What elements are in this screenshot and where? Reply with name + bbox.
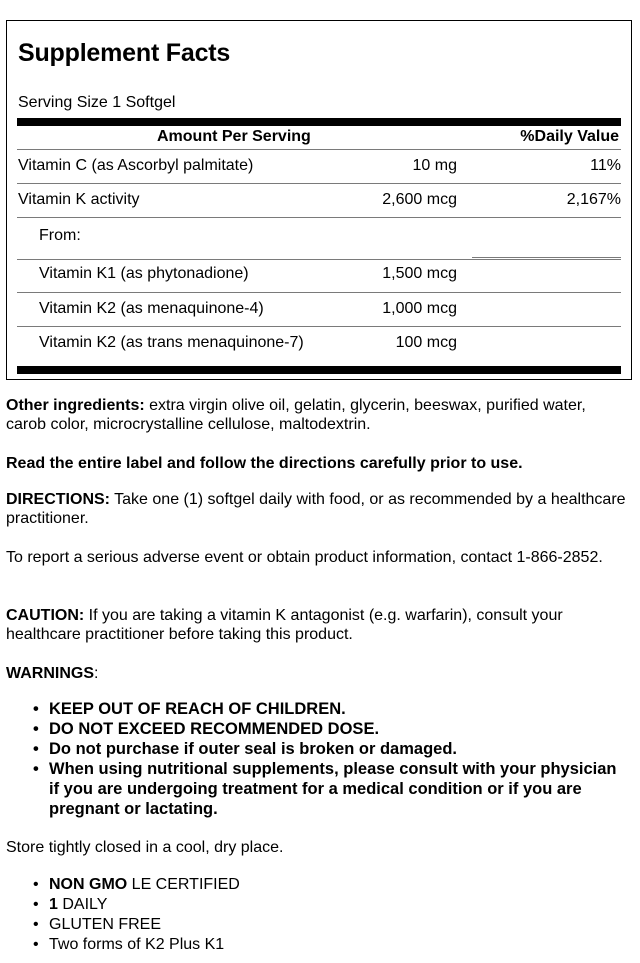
directions [6, 490, 626, 528]
nutrient-amount: 1,000 mcg [382, 300, 457, 317]
nutrient-row [17, 326, 621, 360]
facts-title: Supplement Facts [18, 39, 231, 67]
caution-label: CAUTION: [6, 607, 85, 624]
list-item: • KEEP OUT OF REACH OF CHILDREN. [6, 699, 626, 719]
nutrient-daily-value: 2,167% [566, 191, 621, 208]
nutrient-amount: 10 mg [412, 157, 457, 174]
feature-text: LE CERTIFIED [127, 876, 240, 893]
list-item: • When using nutritional supplements, please consult with your physician if you are undergoing treatment for a medical condition or if you are pregnant or lactating. [6, 759, 626, 819]
row-divider [17, 217, 621, 218]
other-ingredients [6, 396, 626, 434]
list-item: • Do not purchase if outer seal is broken or damaged. [6, 739, 626, 759]
nutrient-row [17, 257, 621, 291]
list-item [6, 915, 626, 935]
nutrient-name: From: [39, 227, 81, 244]
warnings-heading [6, 664, 626, 683]
amount-per-serving-header: Amount Per Serving [157, 128, 311, 145]
nutrient-name: Vitamin K2 (as trans menaquinone-7) [39, 334, 304, 351]
warnings-label: WARNINGS [6, 665, 94, 682]
nutrient-name: Vitamin C (as Ascorbyl palmitate) [18, 157, 254, 174]
directions-text: Take one (1) softgel daily with food, or as recommended by a healthcare practitioner. [6, 491, 626, 527]
nutrient-row [17, 183, 621, 217]
list-item [6, 895, 626, 915]
daily-value-header: %Daily Value [520, 128, 619, 145]
storage-instructions: Store tightly closed in a cool, dry place. [6, 839, 284, 856]
directions-label: DIRECTIONS: [6, 491, 110, 508]
nutrient-amount: 100 mcg [395, 334, 457, 351]
read-label-notice: Read the entire label and follow the directions carefully prior to use. [6, 455, 523, 472]
other-ingredients-text: extra virgin olive oil, gelatin, glycerin, beeswax, purified water, carob color, microcrystalline cellulose, maltodextrin. [6, 397, 586, 433]
feature-bold: NON GMO [49, 876, 128, 893]
feature-bold: 1 [49, 896, 58, 913]
nutrient-name: Vitamin K2 (as menaquinone-4) [39, 300, 264, 317]
nutrient-row [17, 149, 621, 183]
list-item: • DO NOT EXCEED RECOMMENDED DOSE. [6, 719, 626, 739]
thick-divider [17, 366, 621, 374]
list-item [6, 935, 626, 955]
supplement-facts-panel [6, 20, 632, 380]
caution [6, 606, 626, 644]
feature-text: DAILY [57, 896, 108, 913]
nutrient-name: Vitamin K1 (as phytonadione) [39, 265, 249, 282]
warnings-colon: : [94, 665, 99, 682]
caution-text: If you are taking a vitamin K antagonist (e.g. warfarin), consult your healthcare practitioner before taking this product. [6, 607, 563, 643]
feature-text: GLUTEN FREE [49, 916, 162, 933]
warnings-list [6, 699, 626, 819]
serving-size: Serving Size 1 Softgel [18, 94, 176, 111]
nutrient-daily-value: 11% [590, 157, 621, 174]
nutrient-amount: 1,500 mcg [382, 265, 457, 282]
list-item [6, 875, 626, 895]
nutrient-row [17, 219, 621, 253]
feature-text: Two forms of K2 Plus K1 [49, 936, 225, 953]
nutrient-amount: 2,600 mcg [382, 191, 457, 208]
nutrient-row [17, 292, 621, 326]
other-ingredients-label: Other ingredients: [6, 397, 145, 414]
features-list [6, 875, 626, 955]
report-contact: To report a serious adverse event or obtain product information, contact 1-866-2852. [6, 549, 603, 566]
thick-divider [17, 118, 621, 126]
nutrient-name: Vitamin K activity [18, 191, 140, 208]
